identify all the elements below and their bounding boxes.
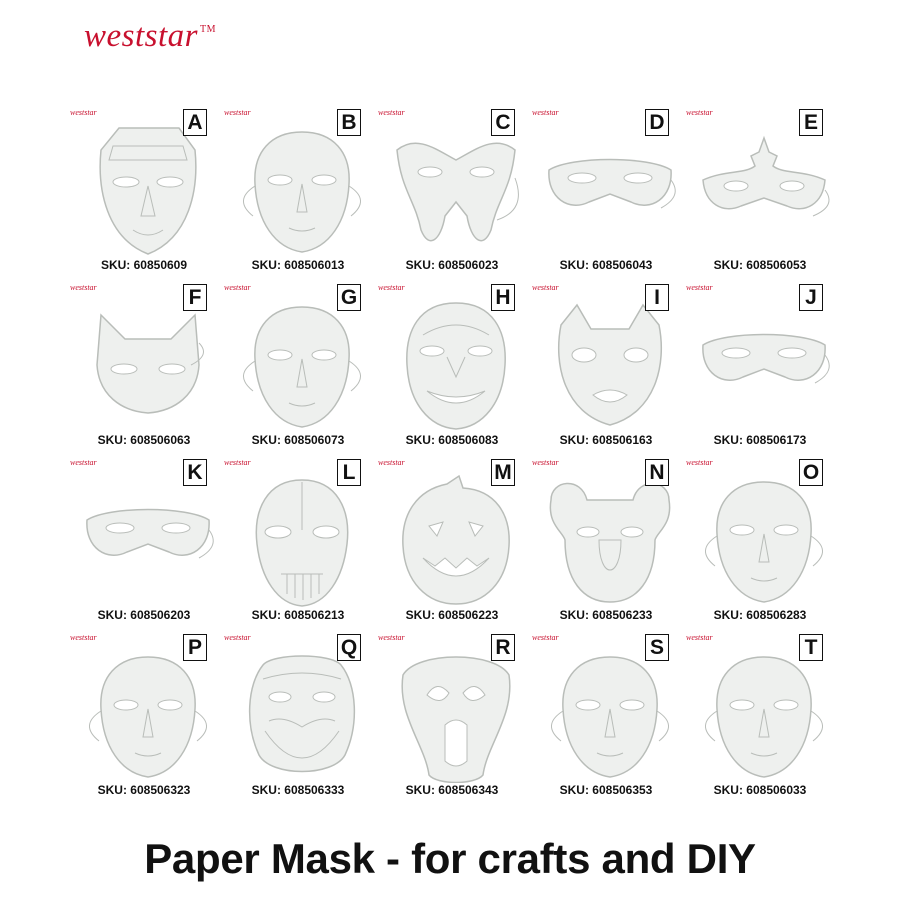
mini-brand-logo: weststar (532, 283, 559, 292)
mini-brand-logo: weststar (532, 458, 559, 467)
mask-image (695, 295, 833, 433)
product-card (529, 458, 683, 633)
sku-label: SKU: 608506283 (713, 608, 807, 622)
sku-label: SKU: 608506333 (251, 783, 345, 797)
product-card (683, 633, 837, 808)
item-letter-badge: J (799, 284, 823, 311)
mini-brand-logo: weststar (70, 108, 97, 117)
mini-brand-logo: weststar (686, 633, 713, 642)
sku-label: SKU: 608506163 (559, 433, 653, 447)
product-card (67, 458, 221, 633)
product-card (683, 283, 837, 458)
item-letter-badge: I (645, 284, 669, 311)
mask-image (387, 120, 525, 258)
product-card (221, 283, 375, 458)
item-letter-badge: T (799, 634, 823, 661)
mask-illustration (79, 295, 217, 433)
sku-label: SKU: 608506053 (713, 258, 807, 272)
mask-illustration (387, 470, 525, 608)
mini-brand-logo: weststar (224, 458, 251, 467)
sku-label: SKU: 608506013 (251, 258, 345, 272)
mask-illustration (79, 120, 217, 258)
mini-brand-logo: weststar (686, 108, 713, 117)
mini-brand-logo: weststar (70, 283, 97, 292)
mini-brand-logo: weststar (686, 458, 713, 467)
mask-illustration (541, 645, 679, 783)
mini-brand-logo: weststar (378, 108, 405, 117)
mask-image (695, 470, 833, 608)
mask-image (233, 645, 371, 783)
product-card (67, 108, 221, 283)
sku-label: SKU: 608506083 (405, 433, 499, 447)
mask-illustration (233, 645, 371, 783)
item-letter-badge: Q (337, 634, 361, 661)
sku-label: SKU: 608506233 (559, 608, 653, 622)
item-letter-badge: A (183, 109, 207, 136)
item-letter-badge: K (183, 459, 207, 486)
sku-label: SKU: 608506033 (713, 783, 807, 797)
brand-name: weststar (84, 18, 199, 54)
sku-label: SKU: 608506343 (405, 783, 499, 797)
mini-brand-logo: weststar (378, 458, 405, 467)
sku-label: SKU: 608506063 (97, 433, 191, 447)
mask-image (79, 470, 217, 608)
mini-brand-logo: weststar (378, 633, 405, 642)
mask-illustration (387, 645, 525, 783)
item-letter-badge: N (645, 459, 669, 486)
item-letter-badge: S (645, 634, 669, 661)
mask-illustration (233, 295, 371, 433)
product-card (683, 458, 837, 633)
item-letter-badge: M (491, 459, 515, 486)
mask-illustration (79, 470, 217, 608)
mask-illustration (695, 645, 833, 783)
product-grid (67, 108, 837, 808)
mini-brand-logo: weststar (224, 283, 251, 292)
product-card (67, 283, 221, 458)
mask-illustration (79, 645, 217, 783)
page-title: Paper Mask - for crafts and DIY (144, 835, 756, 882)
brand-logo (84, 18, 216, 55)
mini-brand-logo: weststar (224, 633, 251, 642)
mask-illustration (695, 470, 833, 608)
product-card (67, 633, 221, 808)
sku-label: SKU: 608506023 (405, 258, 499, 272)
mask-illustration (233, 470, 371, 608)
product-card (683, 108, 837, 283)
item-letter-badge: R (491, 634, 515, 661)
mini-brand-logo: weststar (686, 283, 713, 292)
item-letter-badge: C (491, 109, 515, 136)
product-card (375, 458, 529, 633)
mini-brand-logo: weststar (70, 458, 97, 467)
item-letter-badge: P (183, 634, 207, 661)
mask-image (387, 470, 525, 608)
product-card (375, 283, 529, 458)
product-card (375, 108, 529, 283)
sku-label: SKU: 608506213 (251, 608, 345, 622)
product-card (529, 633, 683, 808)
mask-illustration (541, 470, 679, 608)
mask-image (541, 295, 679, 433)
mask-image (79, 120, 217, 258)
mask-image (233, 120, 371, 258)
mask-illustration (541, 120, 679, 258)
sku-label: SKU: 608506323 (97, 783, 191, 797)
mask-image (695, 120, 833, 258)
mask-illustration (695, 120, 833, 258)
item-letter-badge: O (799, 459, 823, 486)
mini-brand-logo: weststar (70, 633, 97, 642)
mask-image (695, 645, 833, 783)
mask-image (233, 470, 371, 608)
mask-illustration (387, 120, 525, 258)
product-card (221, 108, 375, 283)
mini-brand-logo: weststar (532, 108, 559, 117)
sku-label: SKU: 60850609 (100, 258, 188, 272)
mask-image (79, 295, 217, 433)
mask-illustration (695, 295, 833, 433)
product-card (529, 108, 683, 283)
mask-image (233, 295, 371, 433)
mask-illustration (387, 295, 525, 433)
item-letter-badge: E (799, 109, 823, 136)
item-letter-badge: B (337, 109, 361, 136)
sku-label: SKU: 608506173 (713, 433, 807, 447)
item-letter-badge: D (645, 109, 669, 136)
mini-brand-logo: weststar (532, 633, 559, 642)
sku-label: SKU: 608506073 (251, 433, 345, 447)
sku-label: SKU: 608506203 (97, 608, 191, 622)
product-card (375, 633, 529, 808)
product-card (221, 633, 375, 808)
product-card (221, 458, 375, 633)
mask-image (79, 645, 217, 783)
mask-image (387, 645, 525, 783)
product-card (529, 283, 683, 458)
item-letter-badge: H (491, 284, 515, 311)
sku-label: SKU: 608506353 (559, 783, 653, 797)
item-letter-badge: L (337, 459, 361, 486)
mini-brand-logo: weststar (224, 108, 251, 117)
mini-brand-logo: weststar (378, 283, 405, 292)
mask-illustration (233, 120, 371, 258)
mask-image (541, 645, 679, 783)
mask-illustration (541, 295, 679, 433)
item-letter-badge: G (337, 284, 361, 311)
sku-label: SKU: 608506223 (405, 608, 499, 622)
mask-image (387, 295, 525, 433)
brand-tm: TM (200, 24, 217, 35)
mask-image (541, 470, 679, 608)
mask-image (541, 120, 679, 258)
sku-label: SKU: 608506043 (559, 258, 653, 272)
item-letter-badge: F (183, 284, 207, 311)
